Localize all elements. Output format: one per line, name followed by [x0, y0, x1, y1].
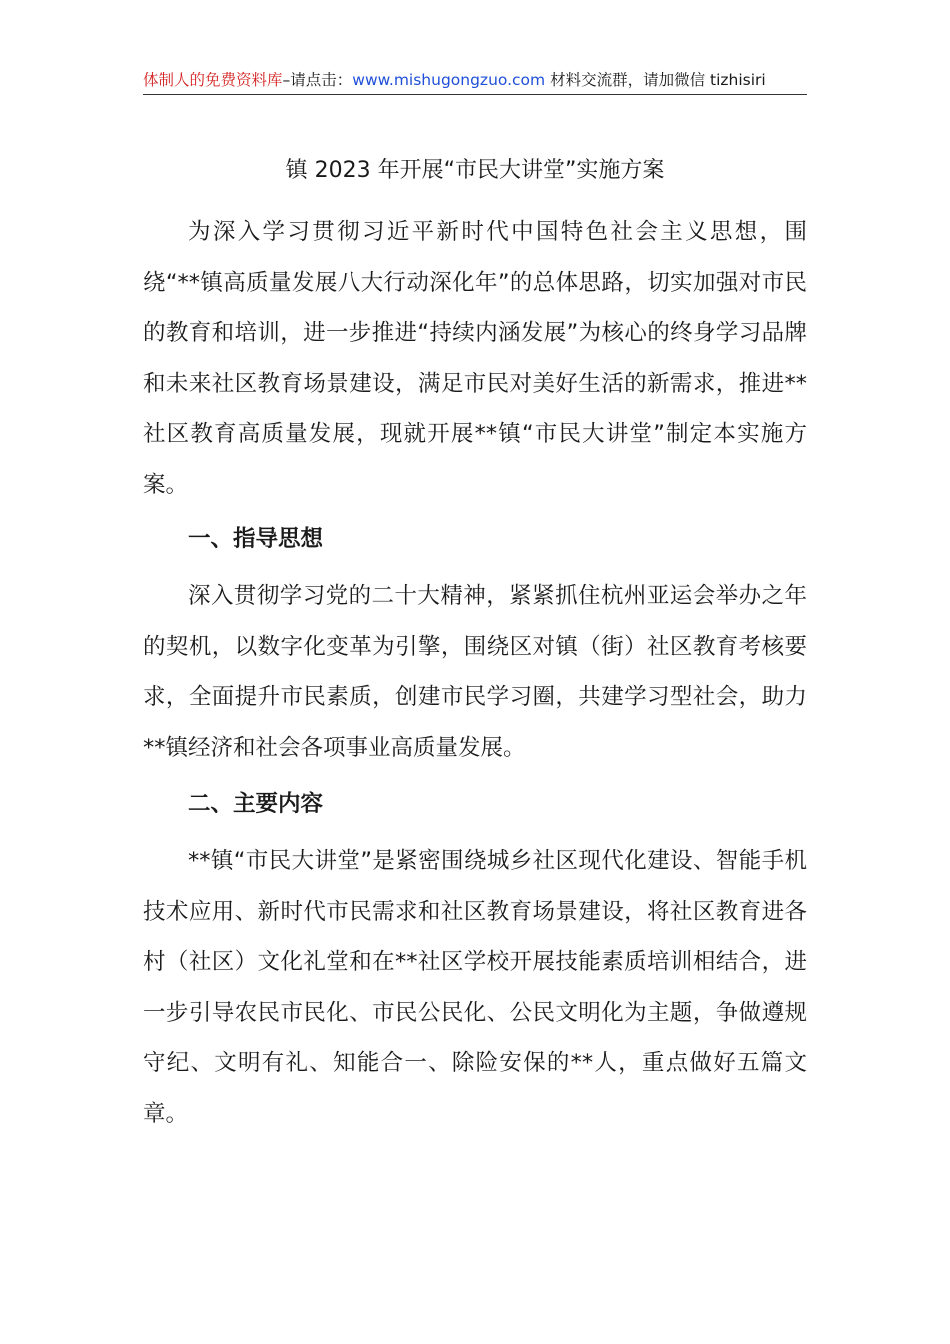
page-header	[143, 70, 807, 95]
header-contact: 材料交流群，请加微信 tizhisiri	[545, 71, 766, 89]
document-title: 镇 2023 年开展“市民大讲堂”实施方案	[285, 158, 665, 183]
intro-paragraph: 为深入学习贯彻习近平新时代中国特色社会主义思想，围绕“**镇高质量发展八大行动深化年”的总体思路，切实加强对市民的教育和培训，进一步推进“持续内涵发展”为核心的终身学习品牌和未来社区教育场景建设，满足市民对美好生活的新需求，推进**社区教育高质量发展，现就开展**镇“市民大讲堂”制定本实施方案。	[143, 219, 807, 498]
header-site-name: 体制人的免费资料库	[143, 71, 283, 89]
section-body-main-content: **镇“市民大讲堂”是紧密围绕城乡社区现代化建设、智能手机技术应用、新时代市民需求和社区教育场景建设，将社区教育进各村（社区）文化礼堂和在**社区学校开展技能素质培训相结合，进一步引导农民市民化、市民公民化、公民文明化为主题，争做遵规守纪、文明有礼、知能合一、除险安保的**人，重点做好五篇文章。	[143, 848, 807, 1127]
header-click-prompt: –请点击：	[282, 71, 353, 89]
header-url-link[interactable]: www.mishugongzuo.com	[352, 71, 546, 89]
section-body-guiding-ideology: 深入贯彻学习党的二十大精神，紧紧抓住杭州亚运会举办之年的契机，以数字化变革为引擎，围绕区对镇（街）社区教育考核要求，全面提升市民素质，创建市民学习圈，共建学习型社会，助力**镇经济和社会各项事业高质量发展。	[143, 583, 807, 761]
section-heading-main-content: 二、主要内容	[188, 791, 324, 817]
section-heading-guiding-ideology: 一、指导思想	[188, 526, 324, 552]
